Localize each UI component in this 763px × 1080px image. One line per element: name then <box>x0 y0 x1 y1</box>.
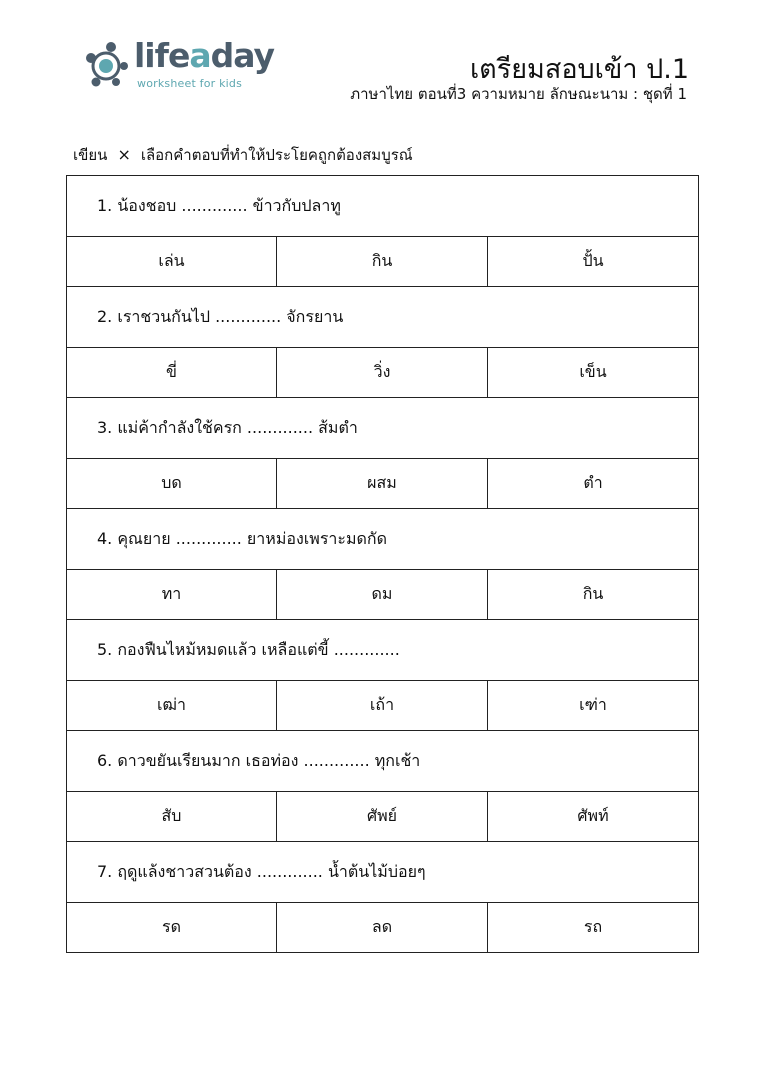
option-cell[interactable]: บด <box>67 459 277 509</box>
option-cell[interactable]: ดม <box>277 570 488 620</box>
question-text: 5. กองฟืนไหม้หมดแล้ว เหลือแต่ขี้ ............. <box>67 620 699 681</box>
worksheet-table <box>66 175 699 953</box>
instruction-lead: เขียน <box>73 146 108 164</box>
question-row <box>67 731 699 792</box>
question-row <box>67 398 699 459</box>
option-cell[interactable]: เข็น <box>488 348 699 398</box>
option-cell[interactable]: รด <box>67 903 277 953</box>
question-text: 3. แม่ค้ากำลังใช้ครก ............. ส้มตำ <box>67 398 699 459</box>
options-row <box>67 459 699 509</box>
option-cell[interactable]: เถ้า <box>277 681 488 731</box>
brand-logo <box>82 38 282 94</box>
option-cell[interactable]: กิน <box>277 237 488 287</box>
question-row <box>67 620 699 681</box>
options-row <box>67 792 699 842</box>
options-row <box>67 570 699 620</box>
option-cell[interactable]: ปั้น <box>488 237 699 287</box>
question-row <box>67 842 699 903</box>
brand-name: lifeaday <box>134 36 275 75</box>
question-text: 4. คุณยาย ............. ยาหม่องเพราะมดกัด <box>67 509 699 570</box>
page-title: เตรียมสอบเข้า ป.1 <box>469 54 689 85</box>
question-row <box>67 509 699 570</box>
option-cell[interactable]: วิ่ง <box>277 348 488 398</box>
option-cell[interactable]: กิน <box>488 570 699 620</box>
option-cell[interactable]: ลด <box>277 903 488 953</box>
option-cell[interactable]: เฒ่า <box>67 681 277 731</box>
options-row <box>67 903 699 953</box>
question-text: 7. ฤดูแล้งชาวสวนต้อง ............. น้ำต้นไม้บ่อยๆ <box>67 842 699 903</box>
molecule-logo-icon <box>82 40 132 90</box>
question-row <box>67 287 699 348</box>
options-row <box>67 681 699 731</box>
option-cell[interactable]: รถ <box>488 903 699 953</box>
option-cell[interactable]: ขี่ <box>67 348 277 398</box>
page-subtitle: ภาษาไทย ตอนที่3 ความหมาย ลักษณะนาม : ชุดที่ 1 <box>350 85 687 103</box>
option-cell[interactable]: ตำ <box>488 459 699 509</box>
options-row <box>67 348 699 398</box>
question-text: 2. เราชวนกันไป ............. จักรยาน <box>67 287 699 348</box>
option-cell[interactable]: เฑ่า <box>488 681 699 731</box>
option-cell[interactable]: ศัพท์ <box>488 792 699 842</box>
option-cell[interactable]: ผสม <box>277 459 488 509</box>
option-cell[interactable]: ทา <box>67 570 277 620</box>
question-text: 1. น้องชอบ ............. ข้าวกับปลาทู <box>67 176 699 237</box>
question-row <box>67 176 699 237</box>
options-row <box>67 237 699 287</box>
question-text: 6. ดาวขยันเรียนมาก เธอท่อง ............. ทุกเช้า <box>67 731 699 792</box>
option-cell[interactable]: เล่น <box>67 237 277 287</box>
brand-tagline: worksheet for kids <box>137 77 243 90</box>
option-cell[interactable]: สับ <box>67 792 277 842</box>
option-cell[interactable]: ศัพย์ <box>277 792 488 842</box>
instruction-text: เลือกคำตอบที่ทำให้ประโยคถูกต้องสมบูรณ์ <box>140 146 413 164</box>
instruction-line <box>73 143 413 167</box>
cross-mark-icon: × <box>117 145 131 164</box>
